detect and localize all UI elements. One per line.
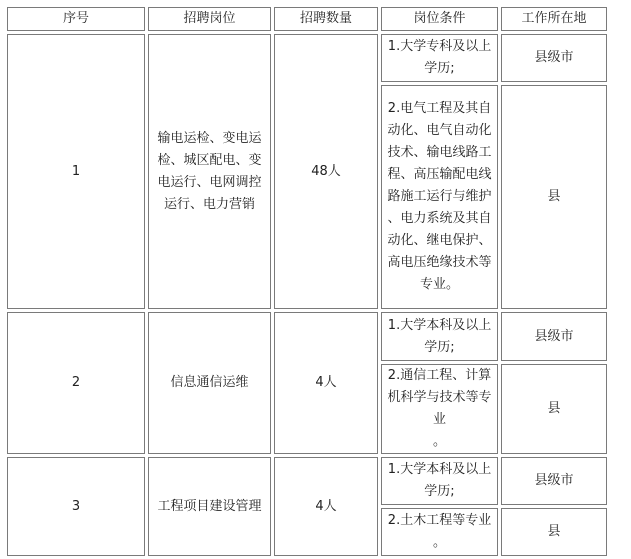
location-cell: 县级市 [501,457,607,505]
condition-line: 动化、继电保护、 [387,233,492,248]
position-line: 运行、电力营销 [163,196,255,212]
position-line: 检、城区配电、变 [157,152,262,168]
condition-cell [381,312,498,361]
condition-line: 学历; [424,484,455,499]
header-count: 招聘数量 [274,7,378,31]
table-row [7,457,607,505]
header-location: 工作所在地 [501,7,607,31]
location-cell: 县 [501,508,607,556]
row-seq: 1 [7,34,145,309]
row-seq: 2 [7,312,145,454]
condition-line: 、电力系统及其自 [387,211,492,226]
row-seq: 3 [7,457,145,556]
condition-line: 学历; [424,339,455,355]
row-positions: 信息通信运维 [148,312,271,454]
header-position: 招聘岗位 [148,7,271,31]
condition-line: 2.电气工程及其自 [387,101,492,116]
condition-line: 1.大学本科及以上 [387,317,492,333]
table-row [7,312,607,361]
condition-line: 高电压绝缘技术等 [387,255,492,270]
recruitment-table [4,4,610,559]
condition-line: 专业。 [419,277,459,292]
header-row [7,7,607,31]
position-line: 输电运检、变电运 [157,130,262,146]
table-row [7,34,607,82]
location-cell: 县 [501,85,607,309]
condition-cell [381,34,498,82]
condition-cell [381,508,498,556]
condition-cell [381,85,498,309]
location-cell: 县 [501,364,607,454]
row-count: 48人 [274,34,378,309]
condition-cell [381,457,498,505]
condition-line: 学历; [424,61,455,76]
condition-line: 机科学与技术等专业 [387,390,492,427]
condition-line: 2.通信工程、计算 [387,368,492,383]
row-count: 4人 [274,312,378,454]
condition-line: 路施工运行与维护 [387,189,492,204]
condition-line: 动化、电气自动化 [387,123,492,138]
position-line: 电运行、电网调控 [157,174,262,190]
row-positions: 工程项目建设管理 [148,457,271,556]
condition-cell [381,364,498,454]
header-seq: 序号 [7,7,145,31]
row-positions [148,34,271,309]
location-cell: 县级市 [501,34,607,82]
location-cell: 县级市 [501,312,607,361]
condition-line: 。 [432,434,446,449]
header-conditions: 岗位条件 [381,7,498,31]
condition-line: 程、高压输配电线 [387,167,492,182]
condition-line: 技术、输电线路工 [387,145,492,160]
condition-line: 2.土木工程等专业 [387,513,492,528]
condition-line: 。 [432,535,446,550]
row-count: 4人 [274,457,378,556]
condition-line: 1.大学本科及以上 [387,462,492,477]
condition-line: 1.大学专科及以上 [387,39,492,54]
